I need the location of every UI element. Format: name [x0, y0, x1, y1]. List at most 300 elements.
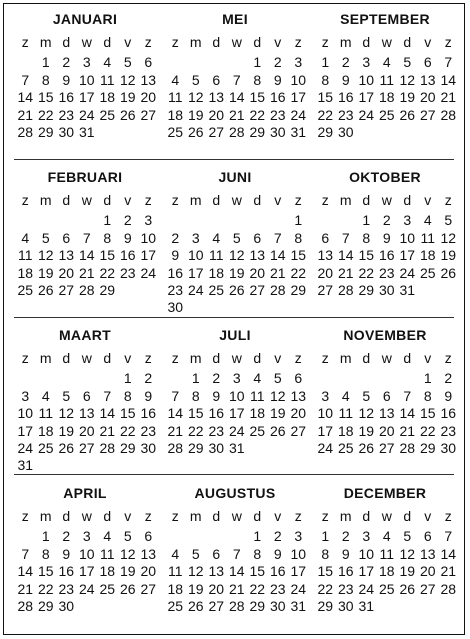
week-row [15, 457, 160, 474]
day-number: 6 [423, 54, 432, 71]
day-number: 8 [103, 229, 112, 246]
weekday-label: v [424, 350, 432, 366]
weekday-header [315, 508, 460, 525]
month-title: MEI [222, 11, 248, 27]
day-number: 18 [337, 422, 354, 439]
day-number: 23 [440, 422, 457, 439]
day-number: 14 [99, 405, 116, 422]
weekday-header [165, 350, 310, 367]
day-number: 11 [379, 71, 395, 88]
day-number: 7 [403, 387, 412, 404]
empty-day [268, 299, 289, 316]
month-title: OKTOBER [349, 169, 421, 185]
day-number: 12 [119, 71, 136, 88]
day-number: 23 [337, 580, 354, 597]
week-row [15, 388, 160, 405]
day-number: 21 [337, 264, 354, 281]
week-row [315, 440, 460, 457]
weekday-label: z [171, 350, 179, 366]
day-number: 30 [378, 281, 395, 298]
weekday-label: m [39, 350, 52, 366]
day-number: 30 [167, 299, 184, 316]
day-number: 5 [62, 387, 71, 404]
week-row [165, 265, 310, 282]
day-number: 10 [187, 247, 204, 264]
month-mei [160, 0, 310, 158]
day-number: 22 [358, 264, 375, 281]
day-number: 16 [440, 405, 457, 422]
day-number: 8 [423, 387, 432, 404]
weekday-label: v [274, 508, 282, 524]
day-number: 13 [208, 89, 225, 106]
weekday-label: d [103, 34, 112, 50]
week-row [165, 299, 310, 316]
day-number: 3 [294, 54, 303, 71]
day-number: 12 [37, 247, 54, 264]
weekday-label: d [212, 192, 221, 208]
day-number: 31 [399, 281, 416, 298]
week-row [315, 72, 460, 89]
week-row [15, 54, 160, 71]
week-row [315, 247, 460, 264]
empty-day [356, 370, 377, 387]
day-number: 29 [37, 123, 54, 140]
day-number: 15 [99, 247, 116, 264]
day-number: 5 [273, 370, 282, 387]
week-row [15, 89, 160, 106]
weekday-header [165, 34, 310, 51]
day-number: 7 [444, 528, 453, 545]
weekday-label: w [81, 34, 92, 50]
day-number: 4 [171, 71, 180, 88]
day-number: 12 [187, 563, 204, 580]
day-number: 25 [99, 580, 116, 597]
weekday-label: m [189, 34, 202, 50]
weekday-label: w [381, 508, 392, 524]
day-number: 8 [253, 71, 262, 88]
day-number: 26 [399, 106, 416, 123]
empty-day [336, 212, 357, 229]
weekday-header [315, 192, 460, 209]
weekday-label: d [362, 192, 371, 208]
day-number: 9 [123, 229, 132, 246]
empty-day [247, 212, 268, 229]
empty-day [336, 370, 357, 387]
day-number: 7 [103, 387, 112, 404]
day-number: 17 [78, 563, 95, 580]
weekday-header [15, 34, 160, 51]
day-number: 11 [249, 387, 265, 404]
day-number: 16 [269, 563, 286, 580]
day-number: 3 [82, 528, 91, 545]
day-number: 11 [420, 229, 436, 246]
day-number: 31 [78, 123, 95, 140]
day-number: 10 [78, 545, 95, 562]
day-number: 7 [273, 229, 282, 246]
month-title: JUNI [218, 169, 252, 185]
day-number: 18 [99, 89, 116, 106]
day-number: 23 [58, 580, 75, 597]
day-number: 2 [273, 528, 282, 545]
empty-day [268, 212, 289, 229]
weekday-header [15, 350, 160, 367]
day-number: 19 [119, 563, 136, 580]
day-number: 9 [171, 247, 180, 264]
day-number: 22 [187, 422, 204, 439]
week-row [315, 282, 460, 299]
day-number: 23 [119, 264, 136, 281]
week-row [165, 282, 310, 299]
day-number: 24 [290, 580, 307, 597]
day-number: 31 [358, 597, 375, 614]
day-number: 7 [444, 54, 453, 71]
empty-day [138, 282, 159, 299]
weekday-label: d [403, 34, 412, 50]
day-number: 22 [249, 106, 266, 123]
weekday-label: z [21, 192, 29, 208]
empty-day [77, 212, 98, 229]
week-row [315, 54, 460, 71]
day-number: 16 [167, 264, 184, 281]
day-number: 6 [212, 71, 221, 88]
day-number: 12 [228, 247, 245, 264]
week-row [165, 230, 310, 247]
day-number: 2 [62, 54, 71, 71]
day-number: 19 [358, 422, 375, 439]
week-row [15, 546, 160, 563]
day-number: 9 [341, 71, 350, 88]
day-number: 5 [123, 528, 132, 545]
day-number: 7 [171, 387, 180, 404]
weekday-label: v [274, 192, 282, 208]
day-number: 15 [37, 89, 54, 106]
day-number: 24 [78, 580, 95, 597]
empty-day [165, 528, 186, 545]
day-number: 22 [99, 264, 116, 281]
day-number: 21 [440, 89, 457, 106]
day-number: 28 [440, 580, 457, 597]
day-number: 18 [99, 563, 116, 580]
week-row [15, 124, 160, 141]
day-number: 13 [419, 545, 436, 562]
week-row [165, 423, 310, 440]
day-number: 15 [249, 563, 266, 580]
day-number: 21 [17, 106, 34, 123]
weekday-header [315, 34, 460, 51]
week-row [165, 546, 310, 563]
day-number: 18 [17, 264, 34, 281]
day-number: 2 [144, 370, 153, 387]
day-number: 15 [249, 89, 266, 106]
weekday-label: d [403, 350, 412, 366]
week-row [15, 230, 160, 247]
day-number: 4 [423, 212, 432, 229]
week-row [15, 107, 160, 124]
day-number: 27 [249, 281, 266, 298]
day-number: 28 [440, 106, 457, 123]
empty-day [438, 124, 459, 141]
day-number: 14 [228, 563, 245, 580]
weekday-label: m [339, 350, 352, 366]
day-number: 18 [249, 405, 266, 422]
day-number: 12 [440, 229, 457, 246]
weekday-label: z [444, 34, 452, 50]
week-row [315, 405, 460, 422]
empty-day [36, 457, 57, 474]
empty-day [397, 598, 418, 615]
day-number: 10 [78, 71, 95, 88]
day-number: 20 [317, 264, 334, 281]
week-row [15, 265, 160, 282]
empty-day [377, 370, 398, 387]
empty-day [77, 598, 98, 615]
day-number: 25 [37, 439, 54, 456]
day-number: 20 [290, 405, 307, 422]
empty-day [97, 370, 118, 387]
day-number: 10 [358, 71, 375, 88]
month-december [310, 474, 460, 634]
weekday-label: w [231, 508, 242, 524]
month-title: JULI [219, 327, 251, 343]
weekday-label: d [253, 508, 262, 524]
day-number: 3 [403, 212, 412, 229]
day-number: 7 [341, 229, 350, 246]
weekday-label: z [171, 508, 179, 524]
empty-day [77, 370, 98, 387]
weekday-label: z [321, 350, 329, 366]
weekday-label: z [321, 508, 329, 524]
week-row [15, 370, 160, 387]
day-number: 22 [119, 422, 136, 439]
week-row [315, 598, 460, 615]
day-number: 25 [167, 597, 184, 614]
day-number: 22 [290, 264, 307, 281]
day-number: 6 [144, 528, 153, 545]
day-number: 22 [317, 106, 334, 123]
day-number: 16 [58, 563, 75, 580]
day-number: 29 [99, 281, 116, 298]
day-number: 4 [171, 545, 180, 562]
weekday-label: d [253, 192, 262, 208]
empty-day [397, 124, 418, 141]
weekday-label: v [274, 350, 282, 366]
week-row [165, 563, 310, 580]
week-row [165, 581, 310, 598]
day-number: 30 [337, 597, 354, 614]
month-februari [10, 158, 160, 316]
day-number: 1 [294, 212, 303, 229]
weekday-label: z [171, 192, 179, 208]
weekday-label: z [294, 350, 302, 366]
day-number: 24 [140, 264, 157, 281]
empty-day [56, 370, 77, 387]
day-number: 14 [167, 405, 184, 422]
week-row [15, 405, 160, 422]
weekday-label: w [231, 350, 242, 366]
month-title: DECEMBER [343, 485, 427, 501]
day-number: 19 [119, 89, 136, 106]
month-maart [10, 316, 160, 474]
day-number: 12 [399, 71, 416, 88]
day-number: 16 [58, 89, 75, 106]
day-number: 19 [37, 264, 54, 281]
day-number: 18 [37, 422, 54, 439]
week-row [315, 388, 460, 405]
empty-day [438, 598, 459, 615]
empty-day [247, 299, 268, 316]
day-number: 20 [419, 89, 436, 106]
day-number: 22 [249, 580, 266, 597]
day-number: 23 [208, 422, 225, 439]
weekday-label: z [21, 508, 29, 524]
empty-day [97, 457, 118, 474]
day-number: 14 [399, 405, 416, 422]
day-number: 20 [208, 580, 225, 597]
day-number: 24 [78, 106, 95, 123]
weekday-label: m [339, 34, 352, 50]
day-number: 13 [290, 387, 307, 404]
empty-day [206, 299, 227, 316]
day-number: 11 [38, 405, 54, 422]
day-number: 20 [78, 422, 95, 439]
day-number: 11 [17, 247, 33, 264]
month-januari [10, 0, 160, 158]
day-number: 5 [123, 54, 132, 71]
day-number: 25 [378, 580, 395, 597]
weekday-label: w [81, 350, 92, 366]
week-row [165, 72, 310, 89]
day-number: 21 [78, 264, 95, 281]
day-number: 4 [103, 528, 112, 545]
week-row [15, 528, 160, 545]
weekday-label: z [144, 34, 152, 50]
empty-day [15, 528, 36, 545]
week-row [315, 370, 460, 387]
day-number: 26 [269, 422, 286, 439]
day-number: 6 [82, 387, 91, 404]
day-number: 22 [317, 580, 334, 597]
day-number: 8 [294, 229, 303, 246]
empty-day [315, 212, 336, 229]
day-number: 6 [321, 229, 330, 246]
day-number: 31 [290, 123, 307, 140]
day-number: 5 [362, 387, 371, 404]
day-number: 10 [399, 229, 416, 246]
day-number: 11 [99, 545, 115, 562]
empty-day [97, 124, 118, 141]
weekday-label: w [381, 34, 392, 50]
day-number: 2 [444, 370, 453, 387]
day-number: 30 [58, 123, 75, 140]
day-number: 12 [58, 405, 75, 422]
day-number: 28 [269, 281, 286, 298]
day-number: 24 [358, 580, 375, 597]
week-row [15, 247, 160, 264]
day-number: 23 [140, 422, 157, 439]
day-number: 13 [419, 71, 436, 88]
day-number: 16 [337, 89, 354, 106]
day-number: 21 [228, 106, 245, 123]
day-number: 21 [17, 580, 34, 597]
weekday-label: d [403, 192, 412, 208]
day-number: 14 [17, 563, 34, 580]
day-number: 15 [187, 405, 204, 422]
day-number: 29 [249, 597, 266, 614]
weekday-label: z [444, 350, 452, 366]
day-number: 30 [269, 597, 286, 614]
day-number: 21 [440, 563, 457, 580]
day-number: 15 [317, 563, 334, 580]
empty-day [138, 598, 159, 615]
day-number: 31 [17, 457, 34, 474]
day-number: 30 [269, 123, 286, 140]
day-number: 13 [317, 247, 334, 264]
day-number: 12 [399, 545, 416, 562]
day-number: 14 [228, 89, 245, 106]
day-number: 1 [362, 212, 371, 229]
day-number: 16 [378, 247, 395, 264]
day-number: 14 [17, 89, 34, 106]
weekday-label: m [39, 192, 52, 208]
empty-day [377, 124, 398, 141]
weekday-label: z [144, 350, 152, 366]
day-number: 6 [423, 528, 432, 545]
empty-day [227, 299, 248, 316]
day-number: 28 [228, 597, 245, 614]
week-row [165, 107, 310, 124]
weekday-label: m [339, 192, 352, 208]
empty-day [138, 457, 159, 474]
week-row [315, 107, 460, 124]
day-number: 3 [82, 54, 91, 71]
day-number: 27 [419, 580, 436, 597]
day-number: 25 [419, 264, 436, 281]
weekday-label: d [62, 34, 71, 50]
day-number: 6 [382, 387, 391, 404]
day-number: 10 [290, 71, 307, 88]
day-number: 2 [341, 54, 350, 71]
day-number: 29 [119, 439, 136, 456]
day-number: 17 [399, 247, 416, 264]
weekday-label: w [381, 350, 392, 366]
empty-day [206, 528, 227, 545]
day-number: 10 [228, 387, 245, 404]
weekday-label: d [253, 34, 262, 50]
day-number: 11 [167, 563, 183, 580]
empty-day [227, 54, 248, 71]
month-oktober [310, 158, 460, 316]
day-number: 3 [232, 370, 241, 387]
day-number: 17 [290, 89, 307, 106]
day-number: 16 [208, 405, 225, 422]
day-number: 21 [269, 264, 286, 281]
day-number: 8 [321, 71, 330, 88]
weekday-label: z [321, 192, 329, 208]
month-title: AUGUSTUS [194, 485, 276, 501]
month-title: NOVEMBER [343, 327, 427, 343]
day-number: 25 [17, 281, 34, 298]
weekday-label: m [39, 508, 52, 524]
day-number: 1 [123, 370, 132, 387]
weekday-label: w [381, 192, 392, 208]
day-number: 21 [167, 422, 184, 439]
day-number: 18 [208, 264, 225, 281]
weekday-label: z [294, 34, 302, 50]
weekday-label: w [81, 192, 92, 208]
day-number: 14 [78, 247, 95, 264]
week-row [315, 230, 460, 247]
empty-day [56, 212, 77, 229]
